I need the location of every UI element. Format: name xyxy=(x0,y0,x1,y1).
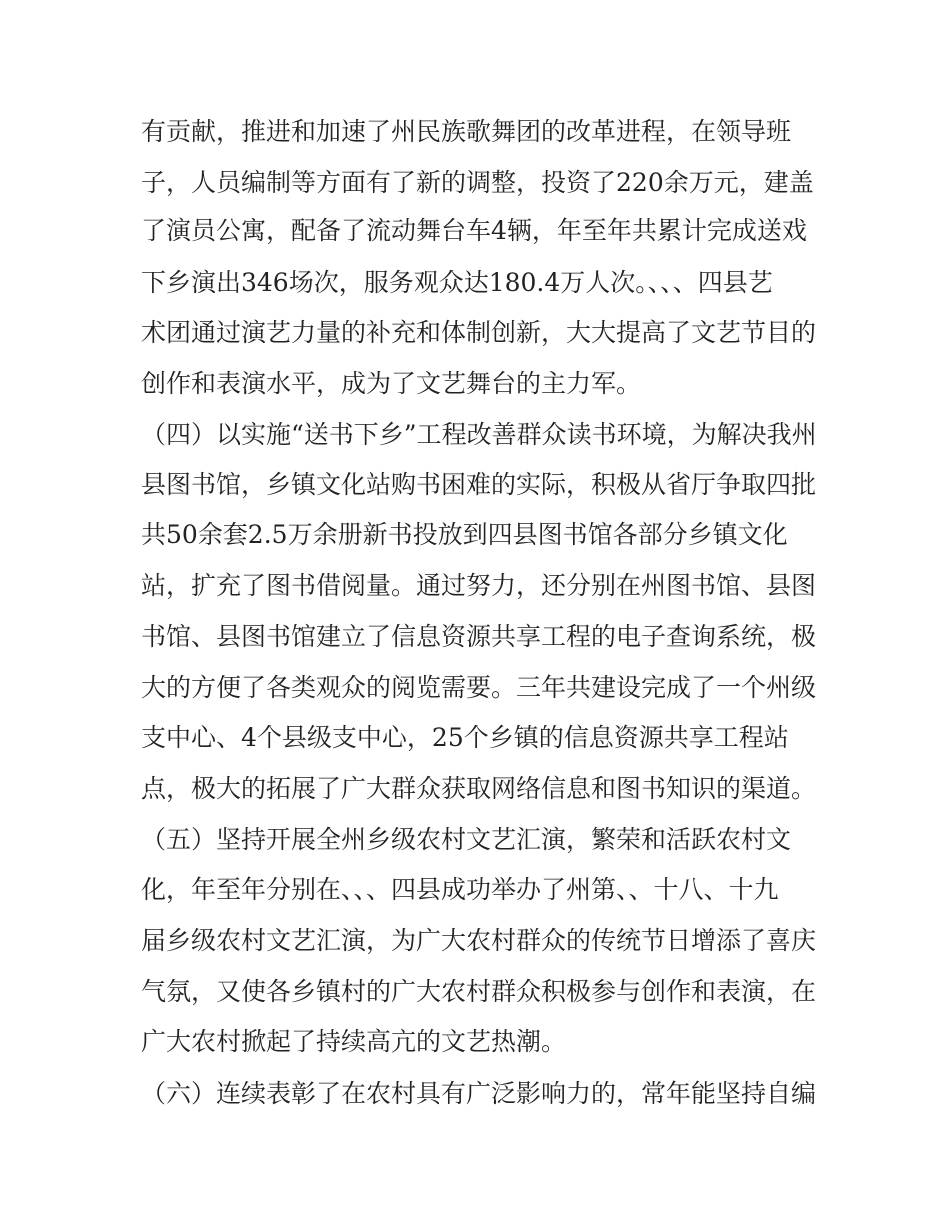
paragraph-start-line: （四）以实施“送书下乡”工程改善群众读书环境，为解决我州 xyxy=(141,420,817,449)
text-line: 气氛，又使各乡镇村的广大农村群众积极参与创作和表演，在 xyxy=(141,977,817,1006)
text-line: 创作和表演水平，成为了文艺舞台的主力军。 xyxy=(141,369,642,398)
text-line: 书馆、县图书馆建立了信息资源共享工程的电子查询系统，极 xyxy=(141,622,817,651)
text-line: 大的方便了各类观众的阅览需要。三年共建设完成了一个州级 xyxy=(141,673,817,702)
text-line: 子，人员编制等方面有了新的调整，投资了220余万元，建盖 xyxy=(141,168,814,197)
text-line: 术团通过演艺力量的补充和体制创新，大大提高了文艺节目的 xyxy=(141,318,817,347)
text-line: 共50余套2.5万余册新书投放到四县图书馆各部分乡镇文化 xyxy=(141,520,788,549)
text-line: 广大农村掀起了持续高亢的文艺热潮。 xyxy=(141,1027,567,1056)
paragraph-start-line: （五）坚持开展全州乡级农村文艺汇演，繁荣和活跃农村文 xyxy=(141,825,792,854)
text-line: 站，扩充了图书借阅量。通过努力，还分别在州图书馆、县图 xyxy=(141,571,817,600)
text-line: 下乡演出346场次，服务观众达180.4万人次。、、、四县艺 xyxy=(141,268,773,297)
text-line: 支中心、4个县级支中心，25个乡镇的信息资源共享工程站 xyxy=(141,723,789,752)
text-line: 有贡献，推进和加速了州民族歌舞团的改革进程，在领导班 xyxy=(141,117,792,146)
text-line: 届乡级农村文艺汇演，为广大农村群众的传统节日增添了喜庆 xyxy=(141,926,817,955)
paragraph-start-line: （六）连续表彰了在农村具有广泛影响力的，常年能坚持自编 xyxy=(141,1079,817,1108)
text-line: 点，极大的拓展了广大群众获取网络信息和图书知识的渠道。 xyxy=(141,774,817,803)
text-line: 了演员公寓，配备了流动舞台车4辆，年至年共累计完成送戏 xyxy=(141,216,807,245)
text-line: 化，年至年分别在、、、四县成功举办了州第、、十八、十九 xyxy=(141,875,779,904)
text-line: 县图书馆，乡镇文化站购书困难的实际，积极从省厅争取四批 xyxy=(141,470,817,499)
